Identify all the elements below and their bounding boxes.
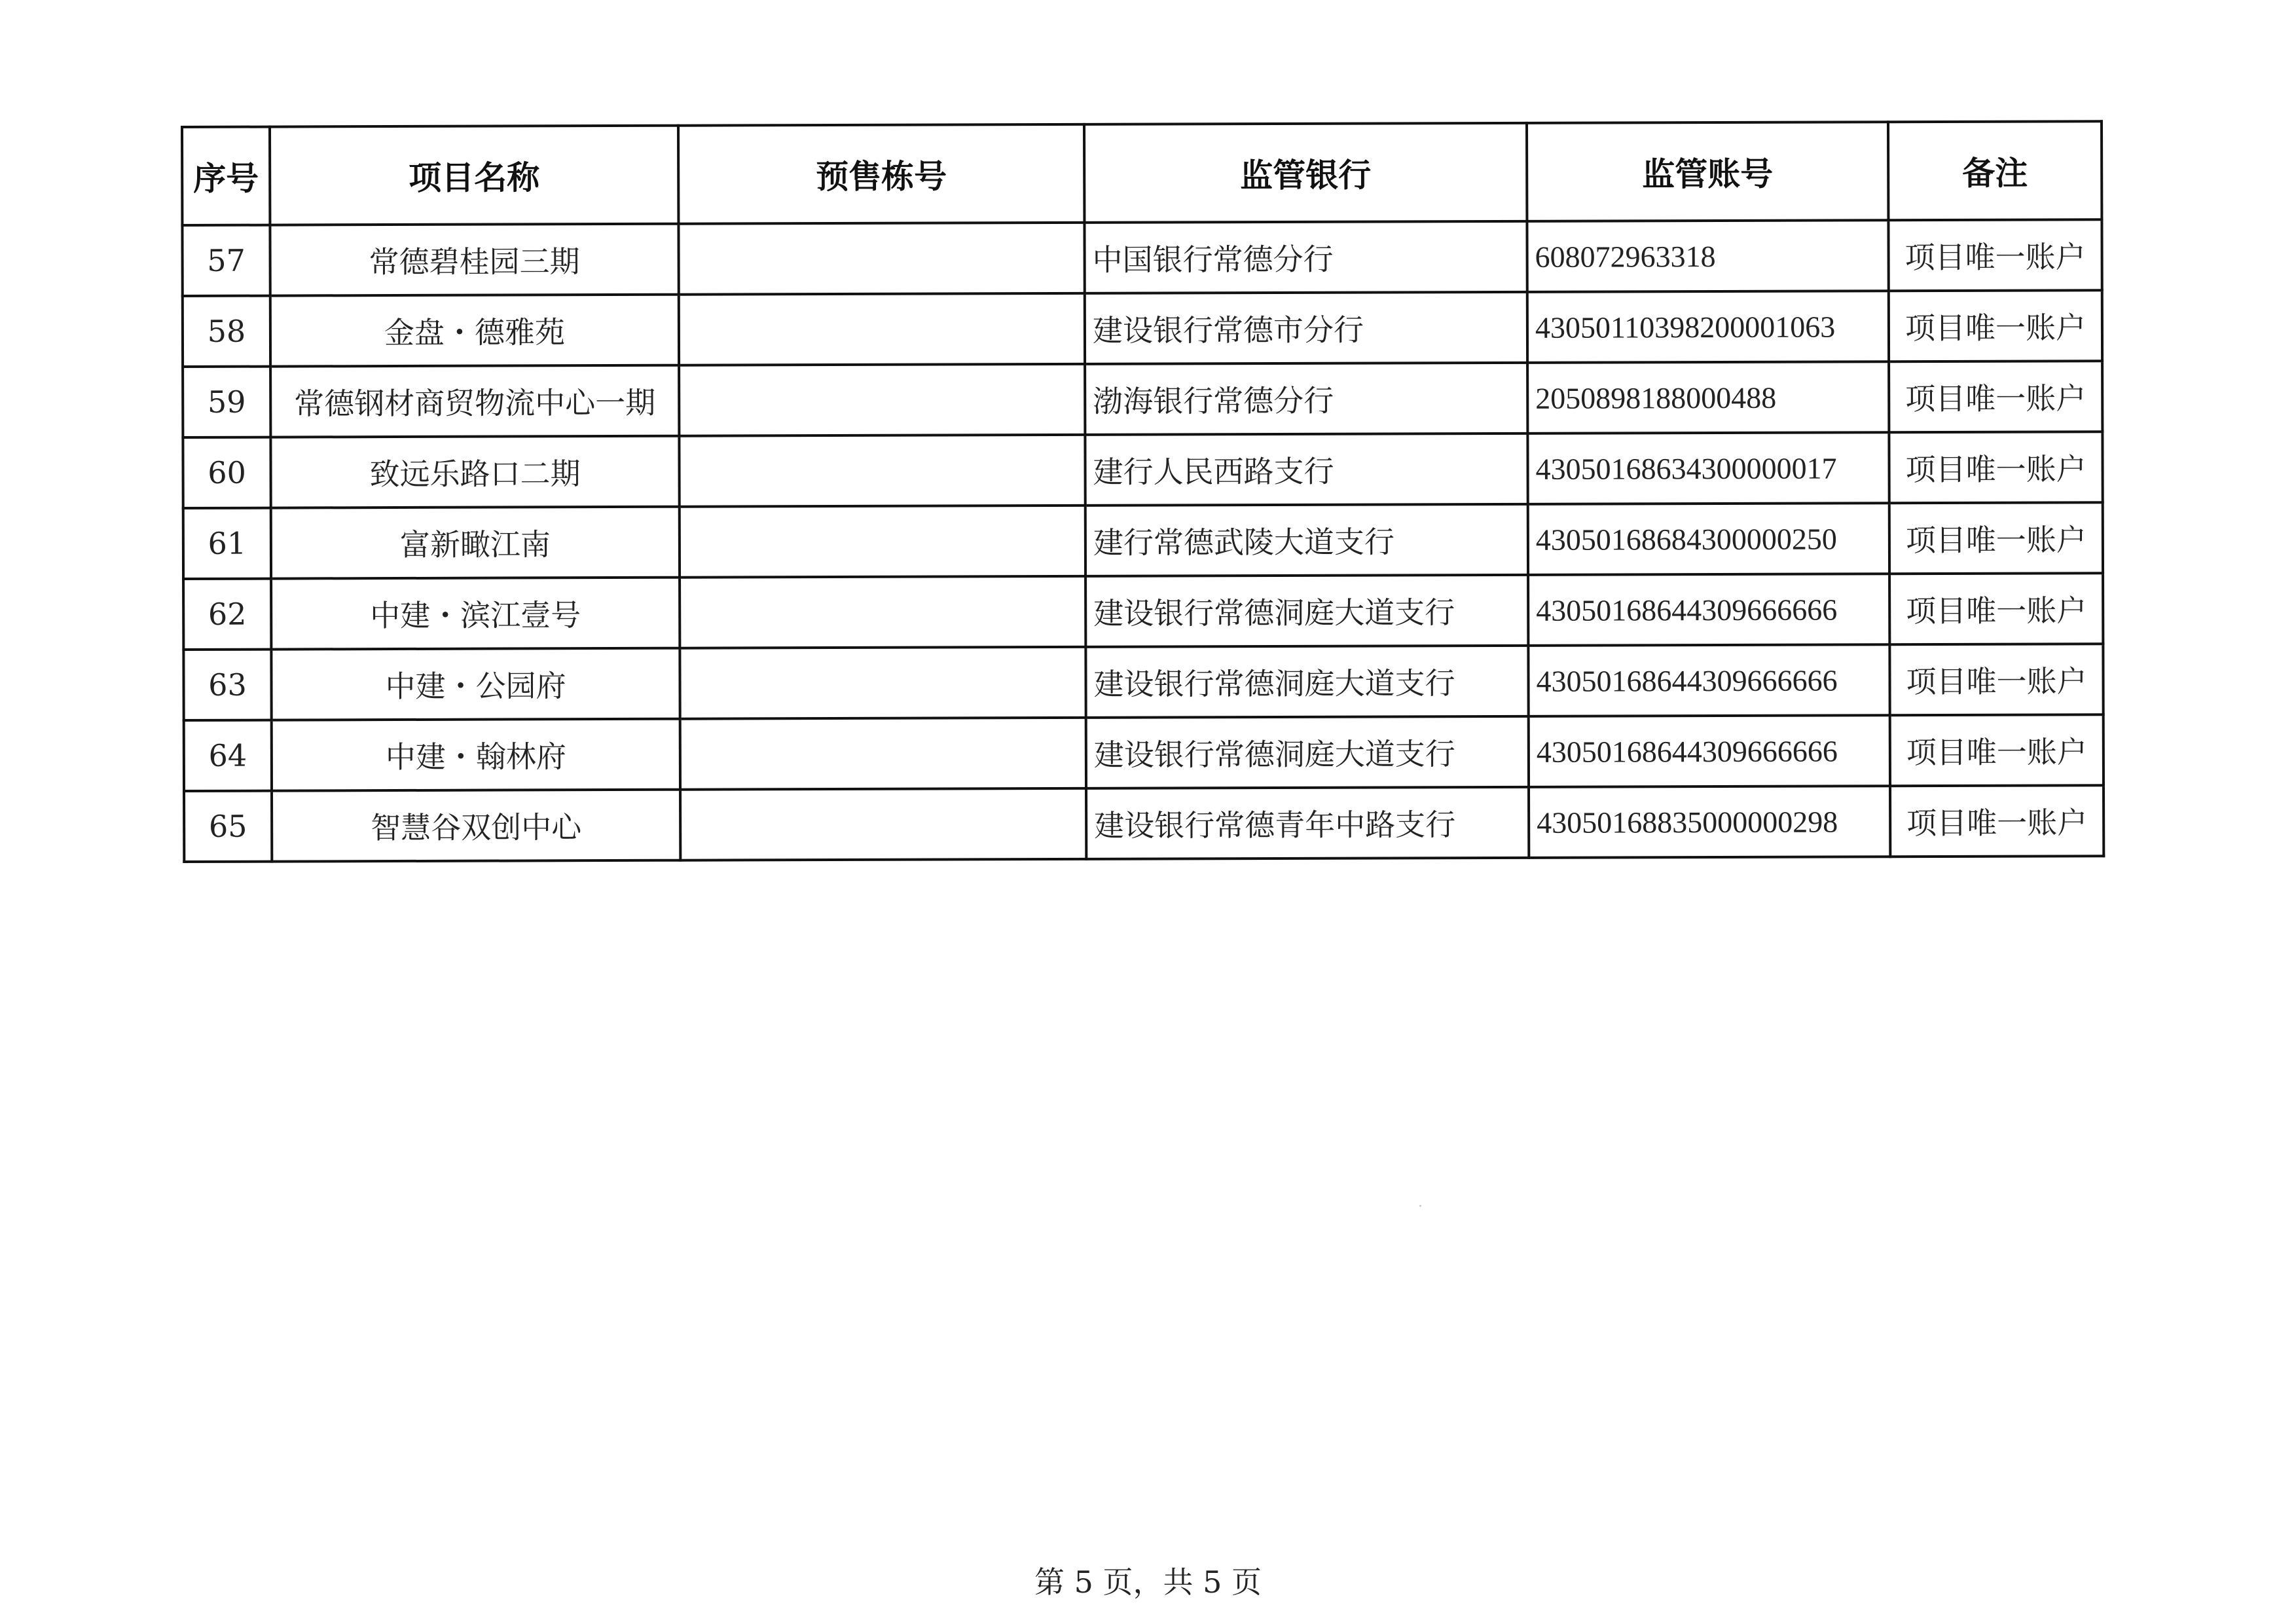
table-row — [183, 502, 2103, 579]
table-row — [184, 785, 2104, 862]
table-row — [184, 714, 2104, 791]
table-row — [183, 432, 2102, 508]
cell-remarks: 项目唯一账户 — [1889, 502, 2103, 574]
cell-remarks: 项目唯一账户 — [1889, 644, 2103, 715]
cell-supervising-bank: 中国银行常德分行 — [1084, 221, 1527, 293]
cell-supervised-account: 43050168644309666666 — [1528, 644, 1889, 716]
cell-no: 58 — [183, 296, 270, 367]
cell-presale-building — [679, 364, 1085, 436]
cell-no: 64 — [184, 720, 272, 791]
cell-project-name: 常德钢材商贸物流中心一期 — [270, 365, 679, 437]
table-row — [183, 361, 2102, 437]
cell-no: 60 — [183, 437, 270, 508]
header-supervising-bank: 监管银行 — [1084, 123, 1527, 223]
cell-project-name: 金盘・德雅苑 — [270, 295, 679, 367]
cell-no: 61 — [183, 508, 271, 579]
table-body — [182, 219, 2104, 862]
header-project-name: 项目名称 — [270, 126, 678, 225]
cell-supervising-bank: 建设银行常德洞庭大道支行 — [1086, 716, 1529, 788]
cell-supervised-account: 43050168644309666666 — [1529, 715, 1890, 787]
cell-project-name: 中建・滨江壹号 — [271, 578, 680, 650]
cell-supervised-account: 43050110398200001063 — [1527, 291, 1889, 363]
table-row — [183, 644, 2103, 720]
cell-no: 59 — [183, 367, 270, 437]
header-row — [182, 121, 2102, 225]
cell-presale-building — [679, 435, 1085, 507]
page-number-footer: 第 5 页，共 5 页 — [1034, 1564, 1262, 1600]
cell-supervising-bank: 建设银行常德洞庭大道支行 — [1085, 646, 1528, 718]
cell-remarks: 项目唯一账户 — [1890, 714, 2104, 786]
escrow-account-table — [181, 120, 2105, 863]
cell-remarks: 项目唯一账户 — [1889, 361, 2102, 432]
cell-supervising-bank: 建行人民西路支行 — [1085, 434, 1527, 506]
cell-remarks: 项目唯一账户 — [1889, 573, 2103, 644]
cell-no: 65 — [184, 791, 272, 862]
cell-supervised-account: 608072963318 — [1527, 220, 1888, 292]
header-remarks: 备注 — [1888, 121, 2102, 220]
cell-supervised-account: 43050168634300000017 — [1527, 432, 1889, 504]
cell-presale-building — [680, 718, 1086, 790]
cell-presale-building — [678, 223, 1084, 295]
cell-project-name: 智慧谷双创中心 — [272, 790, 680, 862]
scan-speck — [1419, 1205, 1421, 1207]
table-row — [183, 290, 2102, 367]
cell-no: 62 — [183, 579, 271, 650]
cell-presale-building — [680, 576, 1085, 648]
cell-project-name: 富新瞰江南 — [271, 507, 680, 579]
header-presale-building: 预售栋号 — [678, 124, 1084, 224]
cell-supervising-bank: 建行常德武陵大道支行 — [1085, 504, 1528, 576]
table-row — [183, 573, 2103, 650]
cell-remarks: 项目唯一账户 — [1889, 290, 2102, 361]
cell-supervised-account: 43050168835000000298 — [1529, 786, 1890, 858]
cell-supervised-account: 2050898188000488 — [1527, 361, 1889, 434]
header-supervised-account: 监管账号 — [1527, 122, 1888, 221]
cell-remarks: 项目唯一账户 — [1890, 785, 2104, 857]
cell-supervising-bank: 建设银行常德市分行 — [1085, 292, 1527, 364]
cell-remarks: 项目唯一账户 — [1889, 432, 2102, 503]
cell-supervising-bank: 建设银行常德洞庭大道支行 — [1085, 575, 1528, 647]
cell-project-name: 致远乐路口二期 — [270, 436, 679, 508]
table-row — [182, 219, 2102, 296]
cell-project-name: 中建・翰林府 — [272, 719, 680, 791]
cell-supervising-bank: 渤海银行常德分行 — [1085, 363, 1527, 435]
cell-supervised-account: 43050168644309666666 — [1528, 574, 1889, 646]
table-header — [182, 121, 2102, 225]
cell-supervising-bank: 建设银行常德青年中路支行 — [1086, 787, 1529, 859]
cell-supervised-account: 43050168684300000250 — [1528, 503, 1889, 575]
cell-presale-building — [679, 293, 1085, 365]
cell-project-name: 中建・公园府 — [271, 648, 680, 720]
cell-project-name: 常德碧桂园三期 — [270, 224, 678, 296]
cell-no: 57 — [182, 225, 270, 296]
cell-presale-building — [680, 647, 1085, 719]
cell-presale-building — [680, 506, 1085, 578]
cell-no: 63 — [183, 650, 271, 720]
cell-remarks: 项目唯一账户 — [1888, 219, 2102, 291]
header-no: 序号 — [182, 127, 270, 225]
cell-presale-building — [680, 788, 1086, 860]
